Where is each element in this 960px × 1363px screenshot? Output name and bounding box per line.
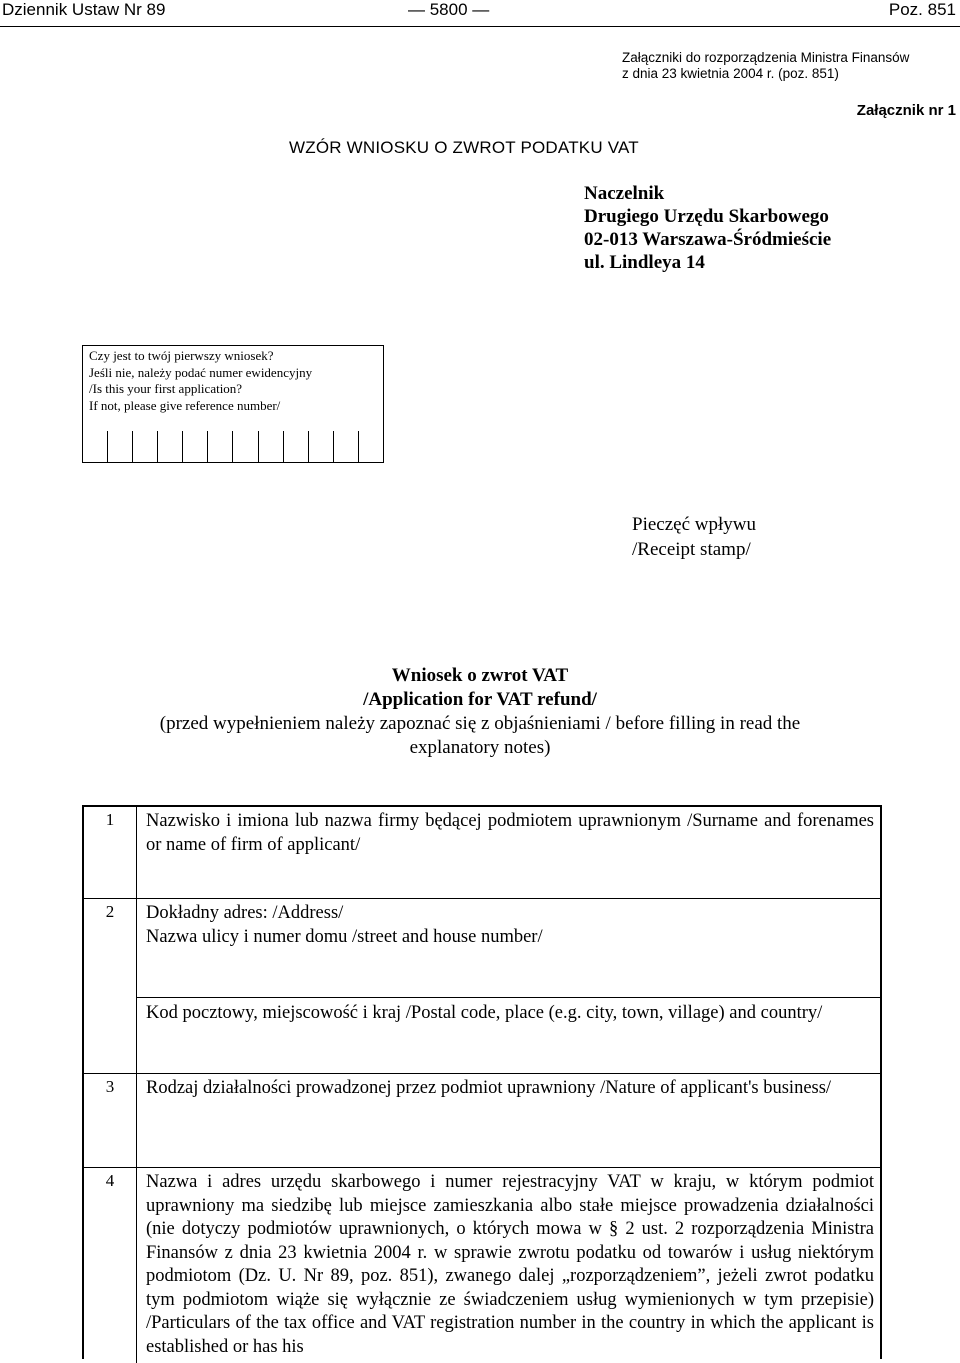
reference-digit-cell[interactable]	[259, 431, 284, 462]
office-line: Naczelnik	[584, 183, 665, 204]
form-row-2[interactable]	[84, 899, 880, 1074]
form-title: WZÓR WNIOSKU O ZWROT PODATKU VAT	[289, 138, 639, 157]
address-label: Dokładny adres: /Address/	[146, 903, 344, 923]
office-line: Drugiego Urzędu Skarbowego	[584, 206, 829, 227]
annex-number: Załącznik nr 1	[856, 102, 956, 119]
reference-digit-cell[interactable]	[158, 431, 183, 462]
row-number: 1	[84, 807, 137, 898]
application-note: (przed wypełnieniem należy zapoznać się z objaśnieniami / before filling in read the explanatory notes)	[159, 713, 801, 758]
reference-question-line: Czy jest to twój pierwszy wniosek?	[89, 348, 274, 363]
application-title	[0, 664, 960, 760]
reference-question	[89, 348, 312, 414]
reference-digit-cell[interactable]	[133, 431, 158, 462]
reference-digit-cell[interactable]	[334, 431, 359, 462]
application-form-table	[82, 805, 882, 1359]
office-line: ul. Lindleya 14	[584, 252, 705, 273]
form-row-1[interactable]	[84, 807, 880, 899]
reference-digit-cell[interactable]	[83, 431, 108, 462]
reference-digit-cell[interactable]	[183, 431, 208, 462]
row-label: Rodzaj działalności prowadzonej przez podmiot uprawniony /Nature of applicant's business/	[146, 1078, 832, 1098]
reference-question-line: Jeśli nie, należy podać numer ewidencyjny	[89, 364, 313, 380]
stamp-line: /Receipt stamp/	[632, 539, 751, 560]
tax-office-address	[584, 182, 831, 274]
row-number: 3	[84, 1074, 137, 1167]
reference-digit-cell[interactable]	[233, 431, 258, 462]
stamp-line: Pieczęć wpływu	[632, 514, 756, 535]
reference-digit-cell[interactable]	[359, 431, 383, 462]
annex-note-line: Załączniki do rozporządzenia Ministra Finansów	[622, 50, 910, 65]
address-divider	[137, 997, 880, 998]
row-number: 4	[84, 1168, 137, 1363]
reference-digit-cell[interactable]	[309, 431, 334, 462]
header-rule	[0, 26, 960, 27]
reference-digit-cell[interactable]	[208, 431, 233, 462]
row-label	[146, 902, 874, 949]
application-title-pl: Wniosek o zwrot VAT	[391, 665, 569, 686]
page-number: — 5800 —	[408, 0, 490, 19]
form-row-4[interactable]	[84, 1168, 880, 1363]
street-label: Nazwa ulicy i numer domu /street and house number/	[146, 926, 543, 947]
row-label: Nazwisko i imiona lub nazwa firmy będącej podmiotem uprawnionym /Surname and forenames or name of firm of applicant/	[146, 811, 874, 855]
reference-digit-cell[interactable]	[108, 431, 133, 462]
reference-number-cells[interactable]	[83, 431, 383, 462]
position-number: Poz. 851	[888, 0, 956, 19]
journal-name: Dziennik Ustaw Nr 89	[2, 0, 166, 19]
annex-note-line: z dnia 23 kwietnia 2004 r. (poz. 851)	[622, 66, 839, 81]
reference-question-line: /Is this your first application?	[89, 381, 243, 396]
reference-digit-cell[interactable]	[284, 431, 309, 462]
row-label: Nazwa i adres urzędu skarbowego i numer rejestracyjny VAT w kraju, w którym podmiot uprawniony ma siedzibę lub miejsce zamieszkania albo stałe miejsce prowadzenia działalności (nie dotyczy podmiotów uprawnionych, o których mowa w § 2 ust. 2 rozporządzenia Ministra Finansów z dnia 23 kwietnia 2004 r. w sprawie zwrotu podatku od towarów i usług niektórym podmiotom (Dz. U. Nr 89, poz. 851), zwanego dalej „rozporządzeniem”, jeżeli zwrot podatku tym podmiotom wiąże się wyłącznie ze świadczeniem usług wymienionych w tym przepisie) /Particulars of the tax office and VAT registration number in the country in which the applicant is established or has his	[146, 1172, 874, 1357]
row-number: 2	[84, 899, 137, 1073]
reference-question-line: If not, please give reference number/	[89, 397, 281, 413]
application-title-en: /Application for VAT refund/	[363, 689, 597, 710]
form-row-3[interactable]	[84, 1074, 880, 1168]
reference-number-box	[82, 345, 384, 463]
receipt-stamp-label	[632, 512, 756, 562]
office-line: 02-013 Warszawa-Śródmieście	[584, 229, 832, 250]
annex-note	[622, 50, 909, 82]
postal-label: Kod pocztowy, miejscowość i kraj /Postal code, place (e.g. city, town, village) and country/	[146, 1003, 823, 1023]
